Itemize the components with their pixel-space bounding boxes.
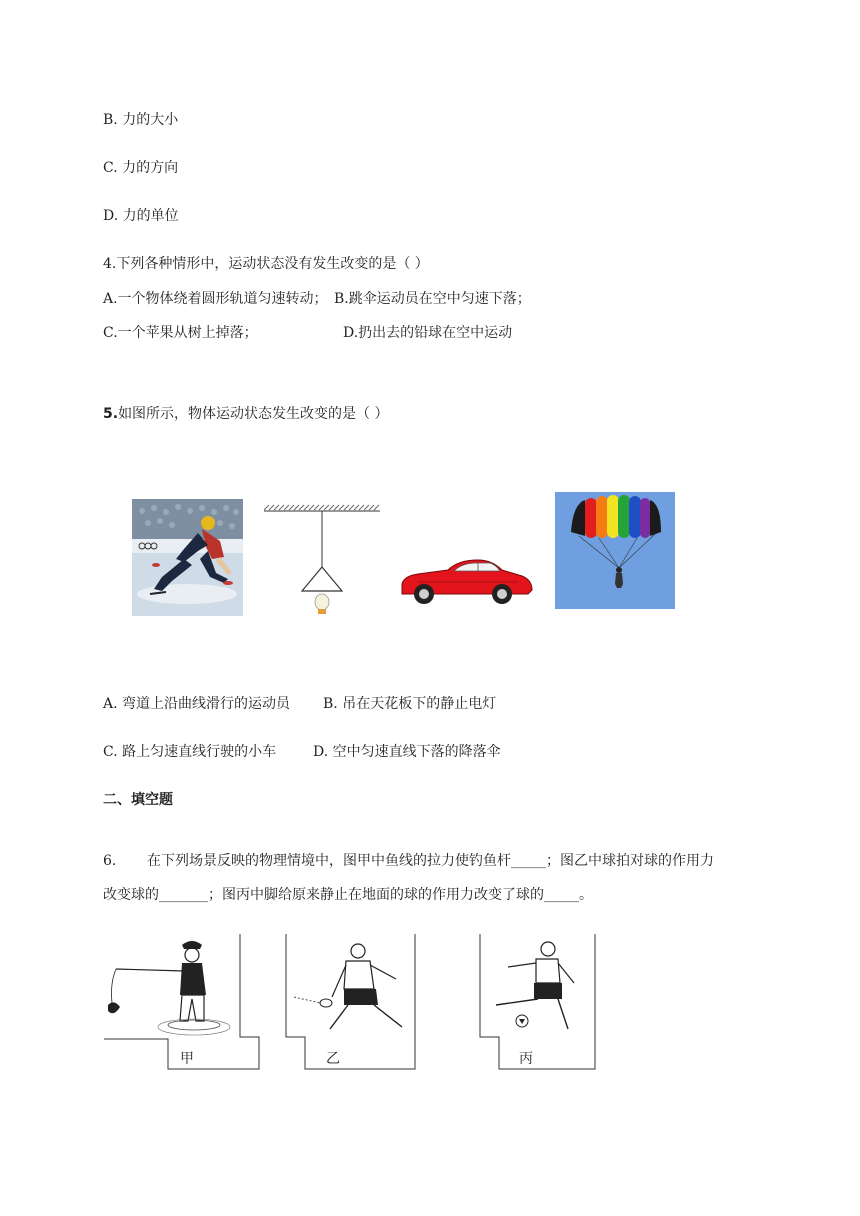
figure-caption-bing: 丙 — [519, 1051, 533, 1067]
red-car-picture — [398, 556, 534, 606]
q5-stem — [103, 405, 389, 423]
figure-yi-badminton — [284, 933, 418, 1071]
q4-option-a: A.一个物体绕着圆形轨道匀速转动； — [103, 291, 328, 307]
hanging-lamp-picture — [262, 503, 382, 620]
skater-picture — [132, 499, 243, 616]
q6-number: 6. — [103, 853, 117, 869]
q5-option-b: B. 吊在天花板下的静止电灯 — [323, 696, 497, 712]
section-heading-fill-blank: 二、填空题 — [103, 792, 173, 808]
q6-line-2: 改变球的_______；图丙中脚给原来静止在地面的球的作用力改变了球的_____。 — [103, 887, 593, 903]
q4-option-c: C.一个苹果从树上掉落； — [103, 325, 258, 341]
q6-line-1: 在下列场景反映的物理情境中，图甲中鱼线的拉力使钓鱼杆_____；图乙中球拍对球的作用力 — [147, 853, 714, 869]
figure-caption-jia: 甲 — [180, 1051, 194, 1067]
q5-stem-text: 如图所示，物体运动状态发生改变的是（ ） — [118, 406, 389, 422]
parachute-picture — [555, 492, 675, 609]
q3-option-d: D. 力的单位 — [103, 208, 179, 224]
q5-number: 5. — [103, 406, 119, 422]
q4-option-d: D.扔出去的铅球在空中运动 — [343, 325, 513, 341]
figure-bing-soccer — [478, 933, 598, 1071]
figure-caption-yi: 乙 — [326, 1051, 340, 1067]
q4-stem: 4.下列各种情形中，运动状态没有发生改变的是（ ） — [103, 256, 429, 272]
q5-option-c: C. 路上匀速直线行驶的小车 — [103, 744, 277, 760]
q3-option-c: C. 力的方向 — [103, 160, 179, 176]
q3-option-b: B. 力的大小 — [103, 112, 179, 128]
q5-option-a: A. 弯道上沿曲线滑行的运动员 — [103, 696, 291, 712]
q4-option-b: B.跳伞运动员在空中匀速下落； — [334, 291, 531, 307]
q5-option-d: D. 空中匀速直线下落的降落伞 — [313, 744, 501, 760]
